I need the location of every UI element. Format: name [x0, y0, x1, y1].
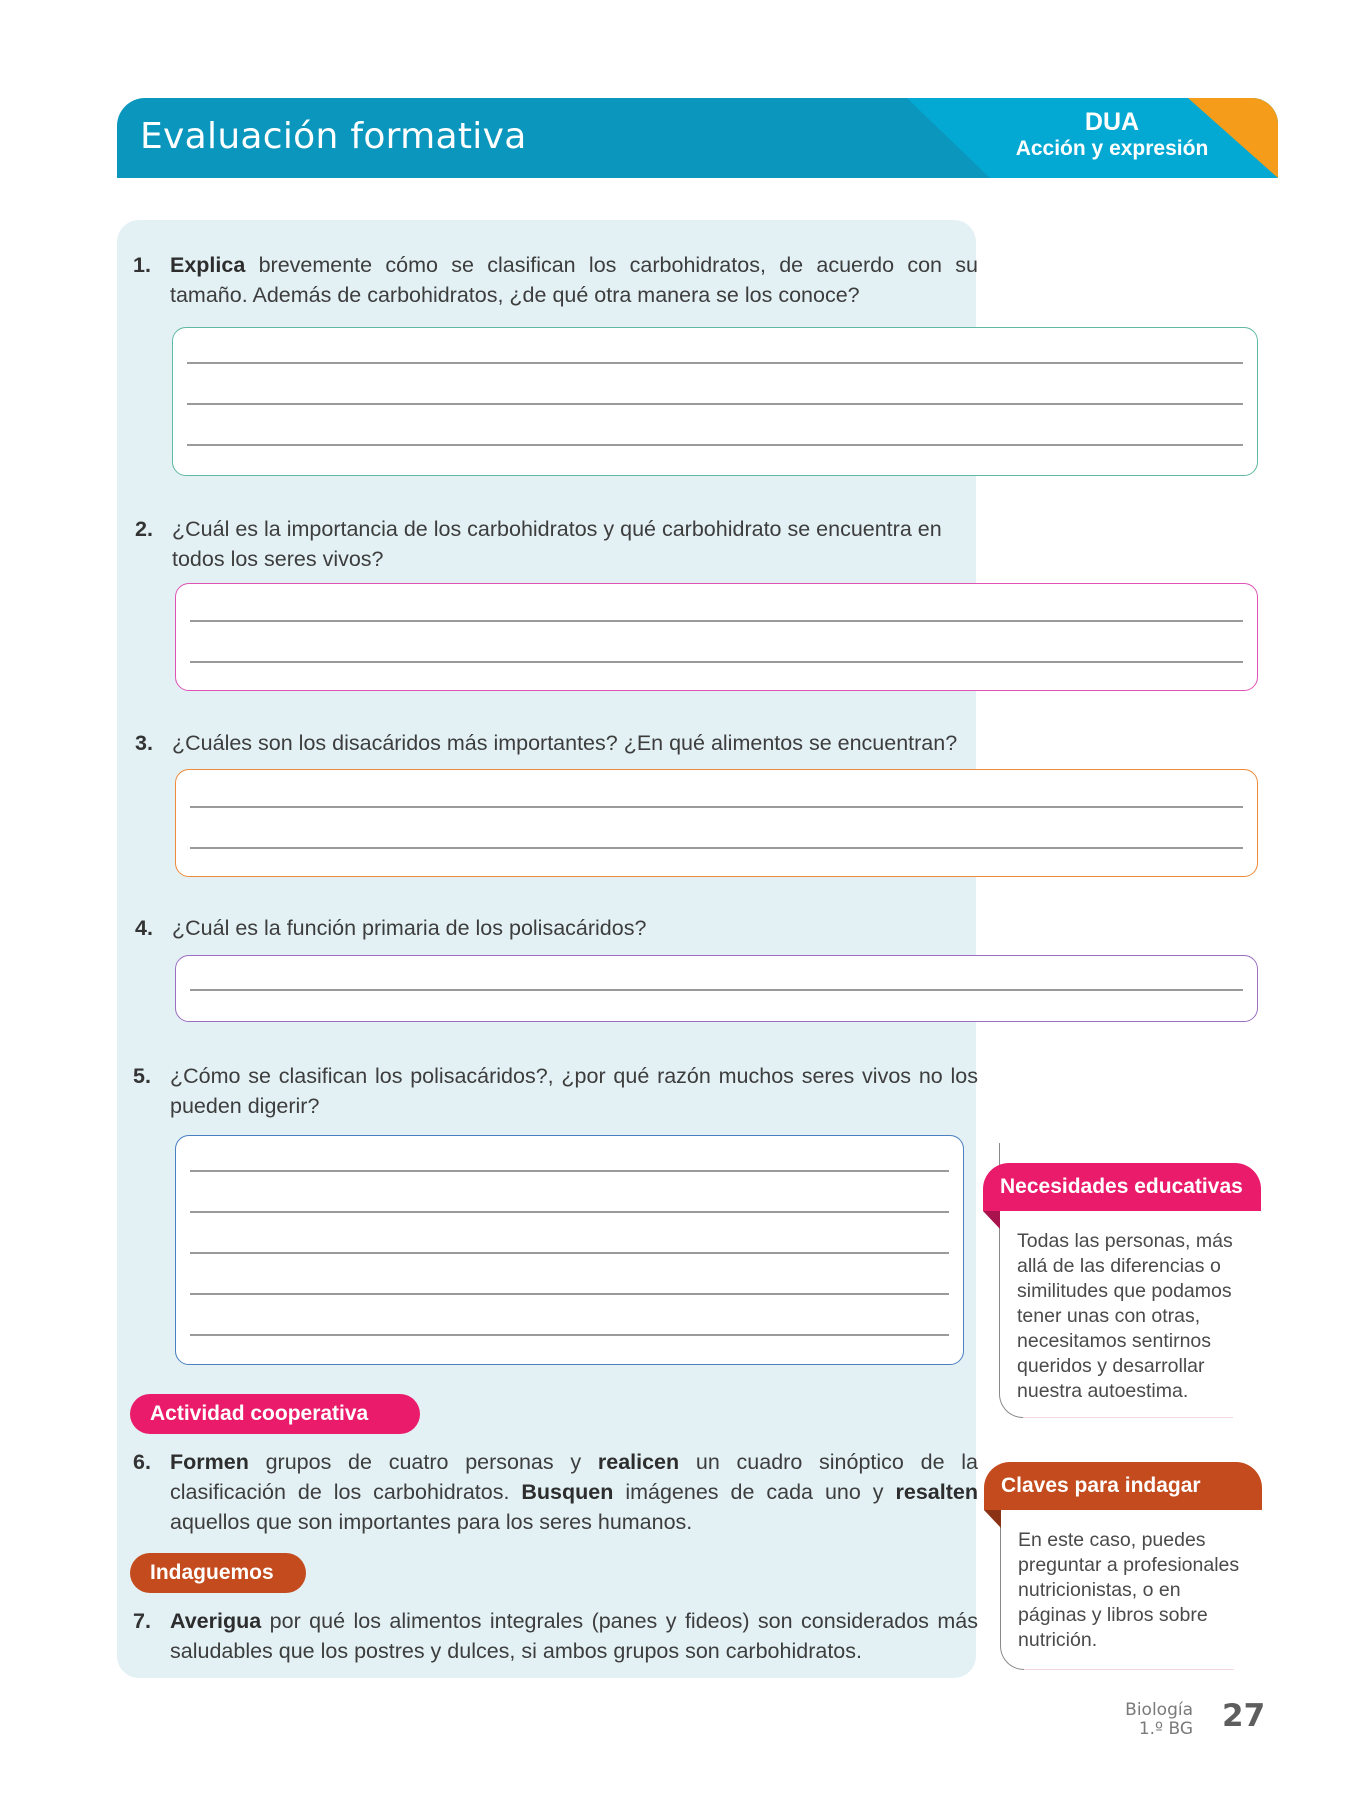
callout-line: preguntar a profesionales — [1018, 1554, 1240, 1576]
answer-line[interactable] — [190, 847, 1243, 849]
callout-title: Necesidades educativas — [983, 1163, 1261, 1211]
cooperative-activity-label: Actividad cooperativa — [130, 1394, 420, 1434]
answer-box-4[interactable] — [175, 955, 1258, 1022]
question-1 — [133, 250, 981, 310]
question-6 — [133, 1447, 981, 1537]
footer-grade: 1.º BG — [1138, 1719, 1193, 1739]
callout-line: similitudes que podamos — [1017, 1280, 1232, 1302]
question-number: 7. — [133, 1609, 151, 1633]
answer-line[interactable] — [187, 444, 1243, 446]
question-number: 5. — [133, 1064, 151, 1088]
answer-box-1[interactable] — [172, 327, 1258, 476]
question-number: 3. — [135, 731, 153, 755]
page-title: Evaluación formativa — [140, 116, 527, 157]
dua-badge-subtitle: Acción y expresión — [1015, 137, 1209, 160]
callout-fold — [984, 1510, 1001, 1528]
question-verb: Formen — [170, 1450, 249, 1474]
question-verb: resalten — [895, 1480, 978, 1504]
question-text: ¿Cuál es la importancia de los carbohidratos y qué carbohidrato se encuentra en todos los seres vivos? — [172, 517, 942, 571]
answer-line[interactable] — [190, 1293, 949, 1295]
answer-line[interactable] — [190, 661, 1243, 663]
callout-fold — [983, 1211, 1000, 1229]
answer-line[interactable] — [187, 403, 1243, 405]
answer-line[interactable] — [190, 806, 1243, 808]
dua-badge-title: DUA — [1084, 108, 1140, 136]
question-5 — [133, 1061, 981, 1121]
answer-box-3[interactable] — [175, 769, 1258, 877]
answer-line[interactable] — [187, 362, 1243, 364]
question-verb: Busquen — [521, 1480, 614, 1504]
question-body: brevemente cómo se clasifican los carbohidratos, de acuerdo con su tamaño. Además de carbohidratos, ¿de qué otra manera se los conoce? — [170, 253, 978, 307]
callout-title: Claves para indagar — [984, 1462, 1262, 1510]
answer-line[interactable] — [190, 1211, 949, 1213]
callout-line: Todas las personas, más — [1017, 1230, 1233, 1252]
question-verb: Averigua — [170, 1609, 262, 1633]
callout-line: allá de las diferencias o — [1017, 1255, 1221, 1277]
question-7 — [133, 1606, 981, 1666]
callout-line: tener unas con otras, — [1017, 1305, 1201, 1327]
question-number: 1. — [133, 253, 151, 277]
inquiry-label: Indaguemos — [130, 1553, 306, 1593]
answer-line[interactable] — [190, 989, 1243, 991]
callout-line: páginas y libros sobre — [1018, 1604, 1208, 1626]
question-3 — [135, 728, 995, 758]
dua-badge — [997, 108, 1227, 162]
question-4 — [135, 913, 995, 943]
question-body: imágenes de cada uno y — [613, 1480, 896, 1504]
page-number: 27 — [1222, 1698, 1266, 1734]
question-number: 4. — [135, 916, 153, 940]
question-text: ¿Cuáles son los disacáridos más importantes? ¿En qué alimentos se encuentran? — [172, 731, 958, 755]
answer-line[interactable] — [190, 620, 1243, 622]
callout-line: nutricionistas, o en — [1018, 1579, 1181, 1601]
footer-subject-name: Biología — [1125, 1700, 1193, 1720]
answer-line[interactable] — [190, 1170, 949, 1172]
question-text: ¿Cuál es la función primaria de los polisacáridos? — [172, 916, 647, 940]
question-text — [170, 250, 978, 310]
answer-box-2[interactable] — [175, 583, 1258, 691]
question-body: grupos de cuatro personas y — [248, 1450, 598, 1474]
question-verb: realicen — [597, 1450, 680, 1474]
callout-baseline — [1023, 1417, 1233, 1418]
callout-baseline — [1024, 1669, 1234, 1670]
callout-research-keys — [984, 1462, 1264, 1677]
question-text — [170, 1447, 978, 1537]
callout-line: queridos y desarrollar — [1017, 1355, 1205, 1377]
answer-line[interactable] — [190, 1252, 949, 1254]
footer-subject — [1125, 1701, 1193, 1739]
question-verb: Explica — [170, 253, 246, 277]
question-number: 2. — [135, 517, 153, 541]
answer-line[interactable] — [190, 1334, 949, 1336]
callout-text — [1018, 1528, 1263, 1653]
question-text — [170, 1606, 978, 1666]
question-number: 6. — [133, 1450, 151, 1474]
callout-line: necesitamos sentirnos — [1017, 1330, 1212, 1352]
question-body: por qué los alimentos integrales (panes y fideos) son considerados más saludables que los postres y dulces, si ambos grupos son carbohidratos. — [170, 1609, 978, 1663]
callout-line: nutrición. — [1018, 1629, 1098, 1651]
callout-line: nuestra autoestima. — [1017, 1380, 1189, 1402]
callout-text — [1017, 1229, 1262, 1404]
question-2 — [135, 514, 985, 574]
callout-educational-needs — [983, 1143, 1263, 1423]
question-text: ¿Cómo se clasifican los polisacáridos?, ¿por qué razón muchos seres vivos no los pueden digerir? — [170, 1064, 978, 1118]
section-header-banner — [117, 98, 1278, 178]
callout-line: En este caso, puedes — [1018, 1529, 1206, 1551]
question-body: aquellos que son importantes para los seres humanos. — [170, 1510, 693, 1534]
question-body: un cuadro sinóptico de la clasificación de los carbohidratos. — [170, 1450, 978, 1504]
answer-box-5[interactable] — [175, 1135, 964, 1365]
